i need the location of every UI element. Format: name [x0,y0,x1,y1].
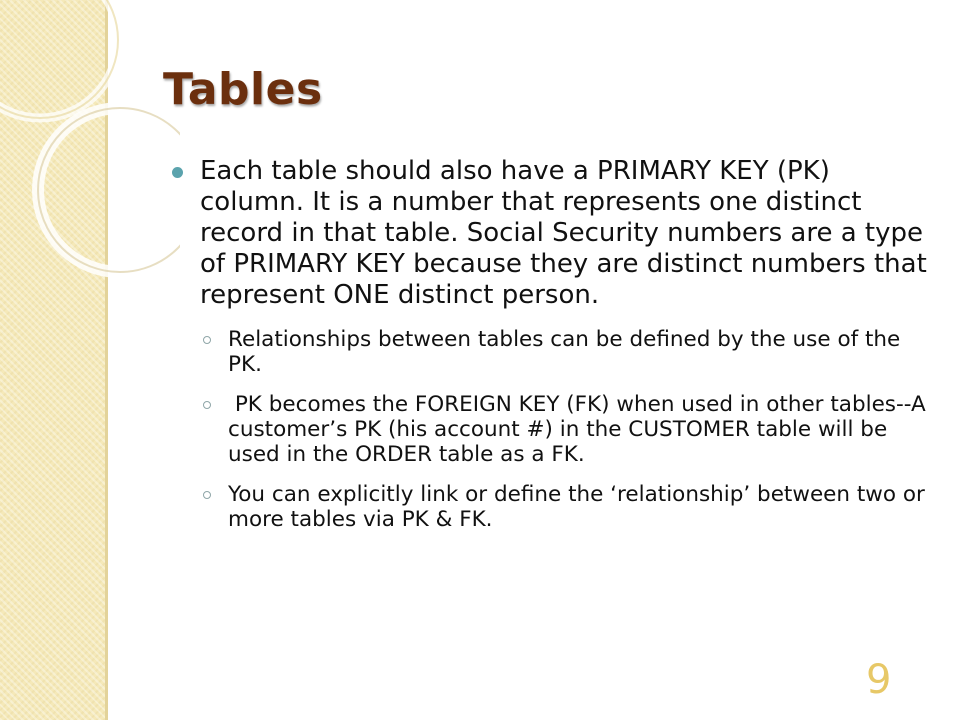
decorative-rings [0,0,180,280]
page-number: 9 [866,657,892,703]
sub-bullet-ring-icon [203,336,211,344]
sub-bullet-text: Relationships between tables can be defined by the use of the PK. [228,327,901,377]
bullet-primary-key [172,156,932,311]
slide-content [172,156,932,547]
sub-bullet-foreign-key [172,392,932,467]
sub-bullet-text: PK becomes the FOREIGN KEY (FK) when used in other tables--A customer’s PK (his account #) in the CUSTOMER table will be used in the ORDER table as a FK. [228,392,933,467]
sub-bullet-relationships [172,327,932,377]
sub-bullet-explicit-link [172,482,932,532]
bullet-text: Each table should also have a PRIMARY KEY (PK) column. It is a number that represents one distinct record in that table. Social Security numbers are a type of PRIMARY KEY because they are distinct numbers that represent ONE distinct person. [200,156,927,310]
sub-bullet-text: You can explicitly link or define the ‘relationship’ between two or more tables via PK & FK. [228,482,925,532]
bullet-dot-icon [172,167,183,178]
sub-bullet-ring-icon [203,401,211,409]
sub-bullet-ring-icon [203,491,211,499]
slide-title: Tables [163,64,323,115]
